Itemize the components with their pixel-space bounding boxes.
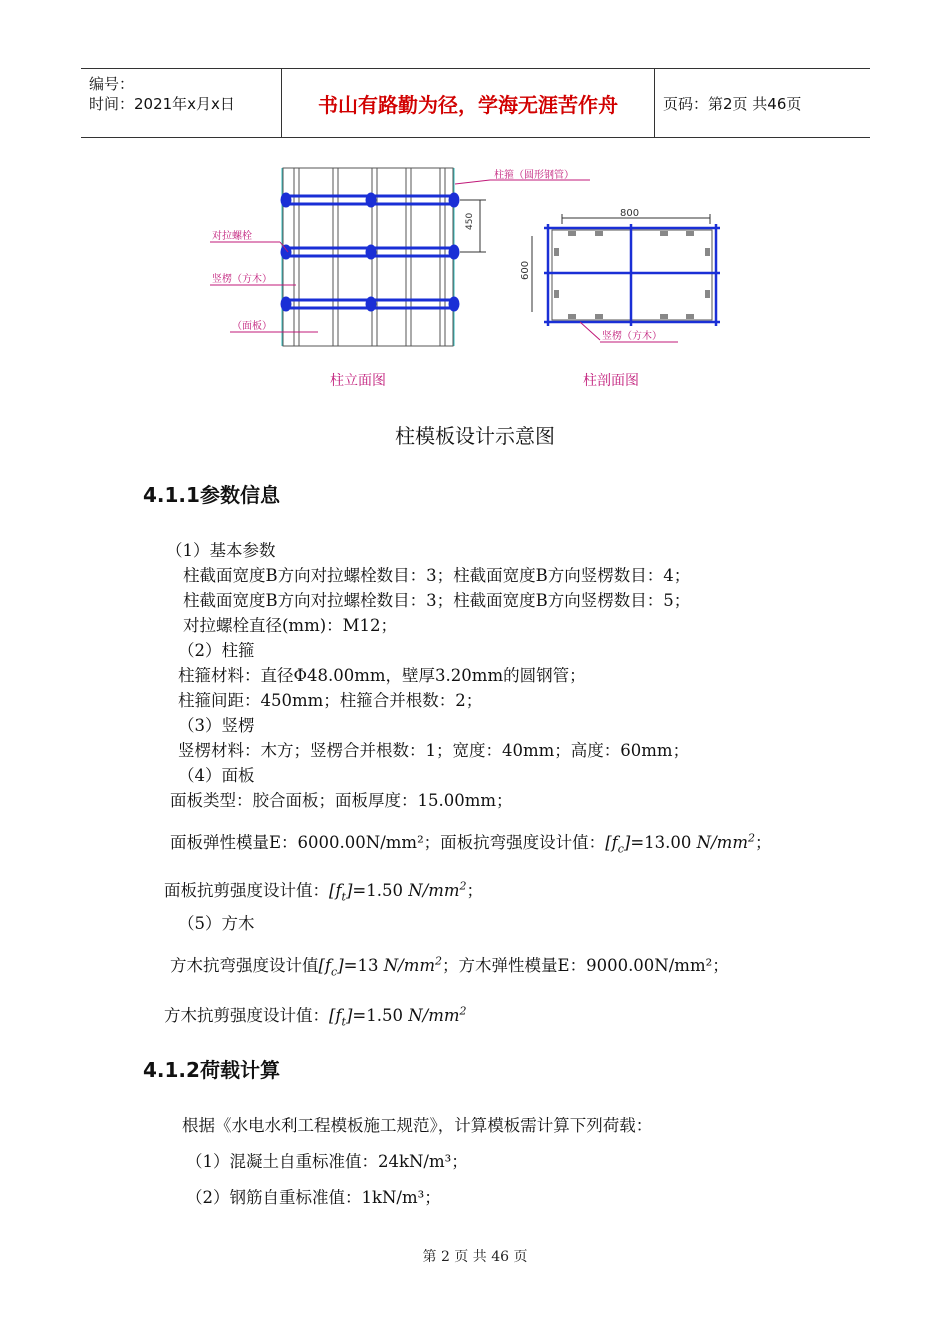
column-formwork-diagram (190, 160, 750, 400)
panel-shear-line (164, 877, 483, 903)
param-line-5: 柱箍材料：直径Φ48.00mm，壁厚3.20mm的圆钢管； (178, 666, 586, 685)
param-line-3: 对拉螺栓直径(mm)：M12； (183, 616, 398, 635)
elevation-view (210, 168, 590, 389)
wood-heading: （5）方木 (178, 914, 255, 933)
section-view (520, 208, 720, 389)
panel-fc-unit: N/mm (696, 833, 748, 852)
wood-shear-line (164, 1002, 467, 1028)
wood-ft-formula: $[f_t]=1.50$ $N/mm^2$ (329, 1004, 467, 1029)
param-line-9: （4）面板 (178, 766, 255, 785)
panel-modulus-line (170, 829, 771, 855)
width-dimension: 800 (620, 208, 640, 219)
wood-fc-exp: 2 (435, 954, 443, 968)
spacing-dimension: 450 (465, 212, 475, 230)
wood-shear-text: 方木抗剪强度设计值： (164, 1006, 329, 1025)
page-footer: 第 2 页 共 46 页 (422, 1249, 528, 1265)
wood-fc-unit: N/mm (383, 956, 436, 975)
time-label: 时间：2021年x月x日 (89, 95, 235, 113)
bolt-label: 对拉螺栓 (212, 231, 252, 242)
param-line-2: 柱截面宽度B方向对拉螺栓数目：3；柱截面宽度B方向竖楞数目：5； (183, 591, 691, 610)
panel-fc-value: 13.00 (644, 833, 692, 852)
panel-ft-end: ； (466, 881, 484, 900)
param-line-4: （2）柱箍 (178, 641, 255, 660)
figure-caption: 柱模板设计示意图 (395, 424, 555, 448)
section-vertical-label: 竖楞（方木） (602, 331, 662, 342)
wood-fc-formula: $[f_c]=13$ $N/mm^2$ (318, 954, 443, 979)
section-title: 柱剖面图 (583, 373, 639, 389)
param-line-6: 柱箍间距：450mm；柱箍合并根数：2； (178, 691, 483, 710)
wood-fc-value: 13 (357, 956, 379, 975)
panel-modulus-text: 面板弹性模量E：6000.00N/mm²；面板抗弯强度设计值： (170, 833, 606, 852)
header-motto: 书山有路勤为径，学海无涯苦作舟 (282, 69, 655, 137)
load-line-1: （1）混凝土自重标准值：24kN/m³； (186, 1152, 468, 1171)
panel-ft-formula: $[f_t]=1.50$ $N/mm^2$ (329, 879, 467, 904)
hoop-label: 柱箍（圆形钢管） (494, 170, 574, 181)
header-page-info: 页码：第2页 共46页 (663, 94, 802, 113)
wood-modulus-text: ；方木弹性模量E：9000.00N/mm²； (442, 956, 729, 975)
param-line-0: （1）基本参数 (166, 541, 276, 560)
page-header (81, 68, 870, 138)
param-line-8: 竖楞材料：木方；竖楞合并根数：1；宽度：40mm；高度：60mm； (178, 741, 690, 760)
param-line-1: 柱截面宽度B方向对拉螺栓数目：3；柱截面宽度B方向竖楞数目：4； (183, 566, 691, 585)
param-line-7: （3）竖楞 (178, 716, 255, 735)
section-heading-params: 4.1.1参数信息 (143, 483, 280, 507)
hoop-3 (282, 298, 458, 310)
param-line-10: 面板类型：胶合面板；面板厚度：15.00mm； (170, 791, 513, 810)
wood-bend-line (170, 952, 729, 978)
hoop-1 (282, 194, 458, 206)
vertical-label: 竖楞（方木） (212, 274, 272, 285)
panel-ft-exp: 2 (459, 879, 467, 893)
panel-ft-unit: N/mm (408, 881, 460, 900)
panel-shear-text: 面板抗剪强度设计值： (164, 881, 329, 900)
wood-ft-exp: 2 (459, 1004, 467, 1018)
panel-fc-end: ； (754, 833, 772, 852)
wood-ft-value: 1.50 (366, 1006, 403, 1025)
section-heading-loads: 4.1.2荷载计算 (143, 1058, 280, 1082)
panel-fc-exp: 2 (747, 831, 755, 845)
wood-ft-unit: N/mm (408, 1006, 460, 1025)
panel-label: （面板） (232, 321, 272, 332)
panel-ft-value: 1.50 (366, 881, 403, 900)
panel-fc-formula: $[f_c]=13.00$ $N/mm^2$ (605, 831, 755, 856)
hoop-2 (282, 246, 458, 258)
code-label: 编号： (89, 75, 135, 93)
elevation-title: 柱立面图 (330, 373, 386, 389)
wood-bend-text: 方木抗弯强度设计值 (170, 956, 319, 975)
load-line-0: 根据《水电水利工程模板施工规范》，计算模板需计算下列荷载： (182, 1116, 653, 1135)
load-line-2: （2）钢筋自重标准值：1kN/m³； (186, 1188, 441, 1207)
height-dimension: 600 (520, 260, 531, 280)
header-meta (81, 69, 282, 137)
